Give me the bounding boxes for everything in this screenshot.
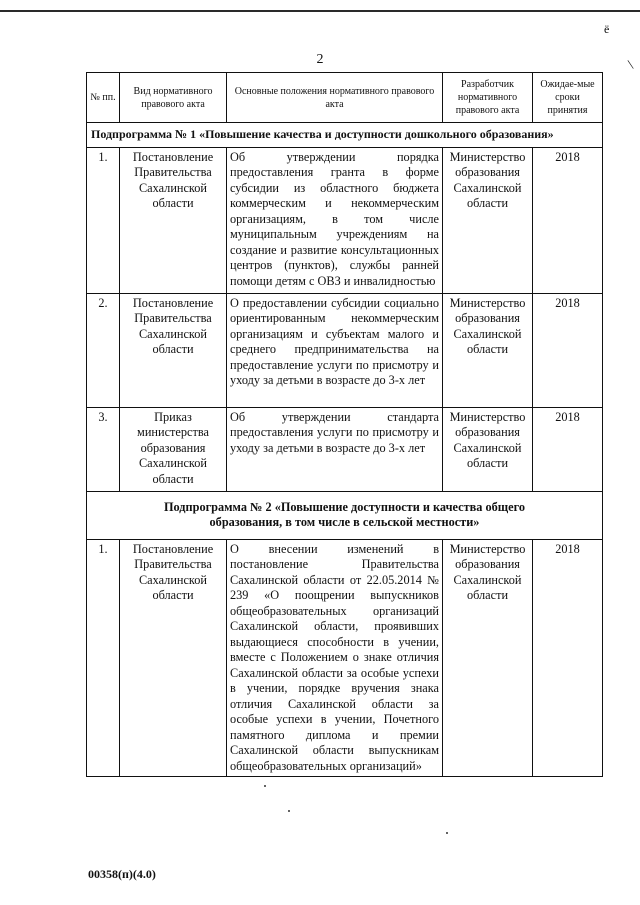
row-num: 2. [87,293,120,407]
table-header-row [87,73,603,123]
row-num: 3. [87,407,120,491]
section-row [87,491,603,539]
row-content: Об утверждении порядка предоставления гранта в форме субсидии из областного бюджета коммерческим и некоммерческим организациям, в том числе муниципальным учреждениям на создание и развитие консультационных центров (пунктов), службы ранней помощи детям с ОВЗ и инвалидностью [227,147,443,293]
scan-border-line [0,10,640,12]
document-code: 00358(п)(4.0) [88,867,156,881]
header-deadline: Ожидае-мые сроки принятия [533,73,603,123]
legal-acts-table [86,72,603,777]
row-act-type: Постановление Правительства Сахалинской области [120,293,227,407]
corner-mark: ё [604,22,610,36]
header-developer: Разработчик нормативного правового акта [443,73,533,123]
section-row [87,123,603,148]
row-developer: Министерство образования Сахалинской области [443,539,533,777]
scan-speck [264,785,266,787]
row-year: 2018 [533,293,603,407]
row-act-type: Приказ министерства образования Сахалинской области [120,407,227,491]
table-row [87,293,603,407]
scan-speck [446,832,448,834]
section-title: Подпрограмма № 1 «Повышение качества и доступности дошкольного образования» [87,123,603,148]
row-act-type: Постановление Правительства Сахалинской области [120,147,227,293]
row-developer: Министерство образования Сахалинской области [443,147,533,293]
page-number: 2 [316,52,324,67]
row-developer: Министерство образования Сахалинской области [443,407,533,491]
row-developer: Министерство образования Сахалинской области [443,293,533,407]
row-content: Об утверждении стандарта предоставления услуги по присмотру и уходу за детьми в возрасте до 3-х лет [227,407,443,491]
scan-speck [288,810,290,812]
table-row [87,539,603,777]
table-row [87,147,603,293]
row-content: О предоставлении субсидии социально ориентированным некоммерческим организациям и субъектам малого и среднего предпринимательства на предоставление услуги по присмотру и уходу за детьми в возрасте до 3-х лет [227,293,443,407]
section-title: Подпрограмма № 2 «Повышение доступности и качества общего образования, в том числе в сельской местности» [87,491,603,539]
row-num: 1. [87,539,120,777]
edge-mark: \ [626,57,635,74]
row-year: 2018 [533,539,603,777]
row-num: 1. [87,147,120,293]
row-year: 2018 [533,147,603,293]
row-act-type: Постановление Правительства Сахалинской области [120,539,227,777]
header-num: № пп. [87,73,120,123]
row-content: О внесении изменений в постановление Правительства Сахалинской области от 22.05.2014 № 239 «О поощрении выпускников общеобразовательных организаций Сахалинской области, проявивших выдающиеся способности в учении, вместе с Положением о знаке отличия Сахалинской области за особые успехи в учении, порядке вручения знака отличия Сахалинской области за особые успехи в учении, Почетного памятного диплома и премии Сахалинской области выпускникам общеобразовательных организаций» [227,539,443,777]
header-content: Основные положения нормативного правового акта [227,73,443,123]
table-row [87,407,603,491]
row-year: 2018 [533,407,603,491]
header-type: Вид нормативного правового акта [120,73,227,123]
